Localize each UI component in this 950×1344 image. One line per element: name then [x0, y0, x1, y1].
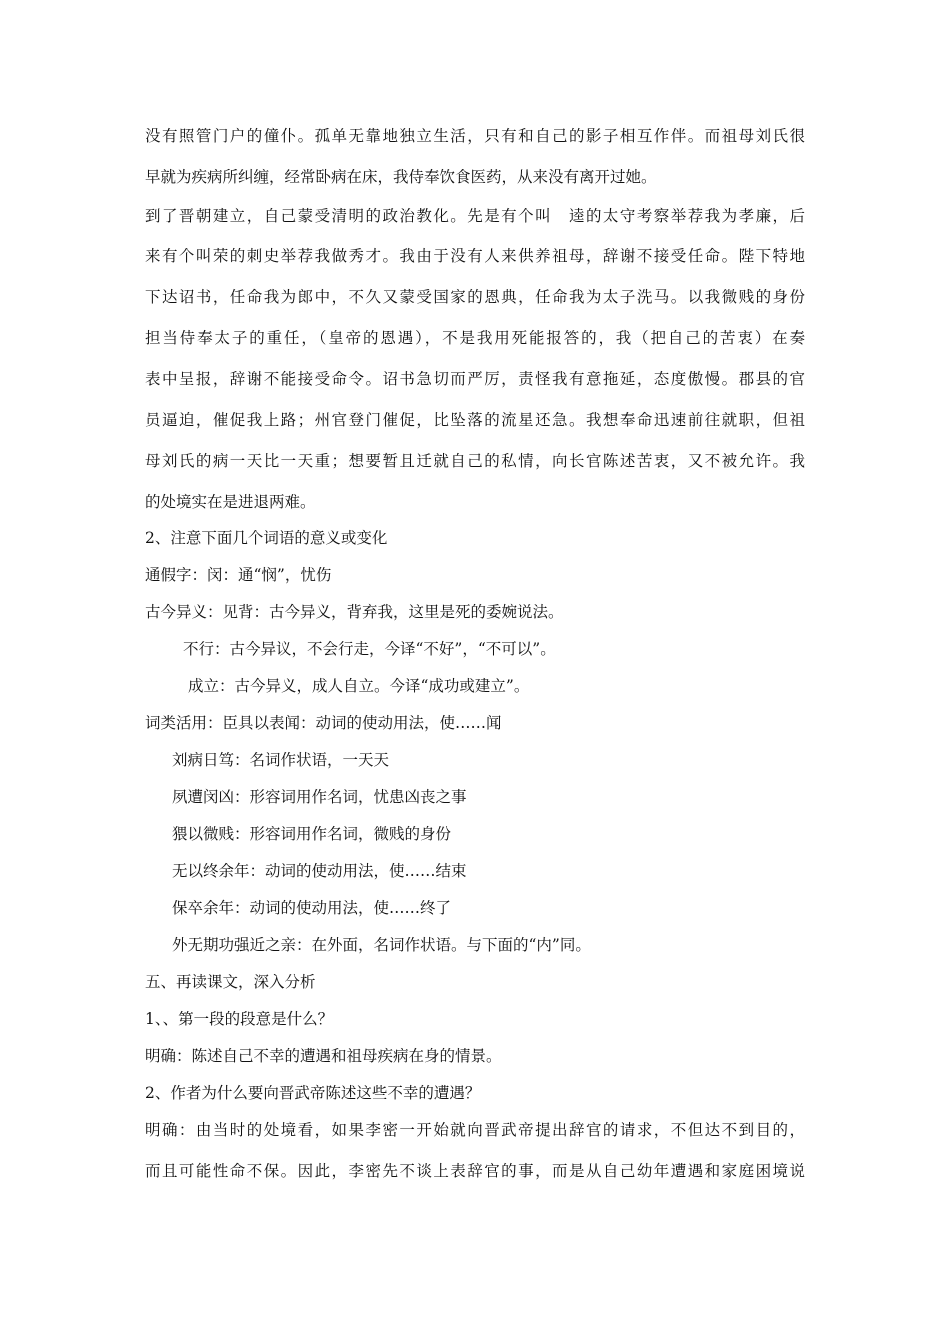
answer-line: 明确：陈述自己不幸的遭遇和祖母疾病在身的情景。 — [145, 1047, 502, 1065]
text-line: 词类活用：臣具以表闻：动词的使动用法，使……闻 — [145, 714, 502, 732]
text-line: 无以终余年：动词的使动用法，使……结束 — [172, 862, 467, 880]
text-line: 保卒余年：动词的使动用法，使……终了 — [172, 899, 452, 917]
text-line: 母刘氏的病一天比一天重；想要暂且迁就自己的私情，向长官陈述苦衷，又不被允许。我 — [145, 452, 805, 470]
text-line: 外无期功强近之亲：在外面，名词作状语。与下面的“内”同。 — [172, 936, 591, 954]
answer-line: 明确：由当时的处境看，如果李密一开始就向晋武帝提出辞官的请求，不但达不到目的， — [145, 1121, 805, 1139]
text-line: 的处境实在是进退两难。 — [145, 493, 316, 511]
text-line: 表中呈报，辞谢不能接受命令。诏书急切而严厉，责怪我有意拖延，态度傲慢。郡县的官 — [145, 370, 805, 388]
text-line: 没有照管门户的僮仆。孤单无靠地独立生活，只有和自己的影子相互作伴。而祖母刘氏很 — [145, 127, 805, 145]
text-line: 不行：古今异议，不会行走，今译“不好”，“不可以”。 — [183, 640, 556, 658]
text-line: 夙遭闵凶：形容词用作名词，忧患凶丧之事 — [172, 788, 467, 806]
text-line: 来有个叫荣的刺史举荐我做秀才。我由于没有人来供养祖母，辞谢不接受任命。陛下特地 — [145, 247, 805, 265]
text-line: 早就为疾病所纠缠，经常卧病在床，我侍奉饮食医药，从来没有离开过她。 — [145, 168, 657, 186]
text-line: 刘病日笃：名词作状语，一天天 — [172, 751, 390, 769]
text-line: 古今异义：见背：古今异义，背弃我，这里是死的委婉说法。 — [145, 603, 564, 621]
text-line: 员逼迫，催促我上路；州官登门催促，比坠落的流星还急。我想奉命迅速前往就职，但祖 — [145, 411, 805, 429]
text-line: 猥以微贱：形容词用作名词，微贱的身份 — [172, 825, 452, 843]
text-line: 担当侍奉太子的重任，（皇帝的恩遇），不是我用死能报答的，我（把自己的苦衷）在奏 — [145, 329, 805, 347]
section-heading: 2、注意下面几个词语的意义或变化 — [145, 529, 388, 547]
text-line: 成立：古今异义，成人自立。今译“成功或建立”。 — [188, 677, 530, 695]
section-heading: 五、再读课文，深入分析 — [145, 973, 316, 991]
text-line: 通假字：闵：通“悯”，忧伤 — [145, 566, 332, 584]
question-line: 2、作者为什么要向晋武帝陈述这些不幸的遭遇？ — [145, 1084, 481, 1102]
text-line: 下达诏书，任命我为郎中，不久又蒙受国家的恩典，任命我为太子洗马。以我微贱的身份 — [145, 288, 805, 306]
question-line: 1、、第一段的段意是什么？ — [145, 1010, 334, 1028]
text-line: 而且可能性命不保。因此，李密先不谈上表辞官的事，而是从自己幼年遭遇和家庭困境说 — [145, 1162, 805, 1180]
text-line: 到了晋朝建立，自己蒙受清明的政治教化。先是有个叫 逵的太守考察举荐我为孝廉，后 — [145, 207, 805, 225]
